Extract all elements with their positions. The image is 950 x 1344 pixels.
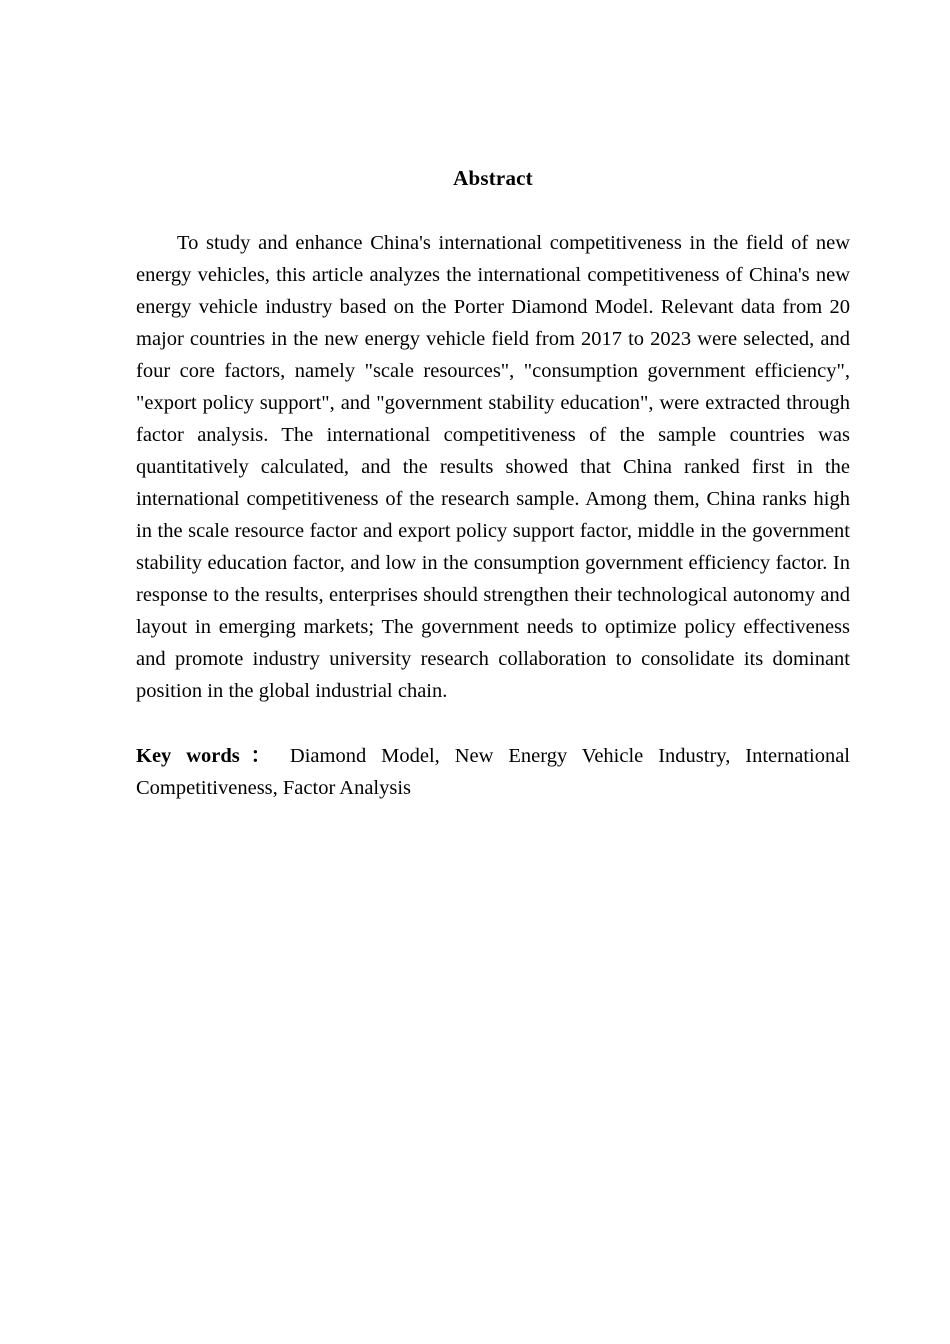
keywords-values: Diamond Model, New Energy Vehicle Industry, International Competitiveness, Factor Analysis: [136, 745, 851, 799]
abstract-paragraph: To study and enhance China's international competitiveness in the field of new energy vehicles, this article analyzes the international competitiveness of China's new energy vehicle industry based on the Porter Diamond Model. Relevant data from 20 major countries in the new energy vehicle field from 2017 to 2023 were selected, and four core factors, namely "scale resources", "consumption government efficiency", "export policy support", and "government stability education", were extracted through factor analysis. The international competitiveness of the sample countries was quantitatively calculated, and the results showed that China ranked first in the international competitiveness of the research sample. Among them, China ranks high in the scale resource factor and export policy support factor, middle in the government stability education factor, and low in the consumption government efficiency factor. In response to the results, enterprises should strengthen their technological autonomy and layout in emerging markets; The government needs to optimize policy effectiveness and promote industry university research collaboration to consolidate its dominant position in the global industrial chain.: [136, 232, 850, 702]
keywords-section: [136, 707, 850, 804]
keywords-label: Key words: [136, 745, 240, 767]
page-content: [136, 0, 850, 804]
keywords-colon: ：: [240, 745, 281, 767]
page-title: Abstract: [453, 166, 533, 190]
